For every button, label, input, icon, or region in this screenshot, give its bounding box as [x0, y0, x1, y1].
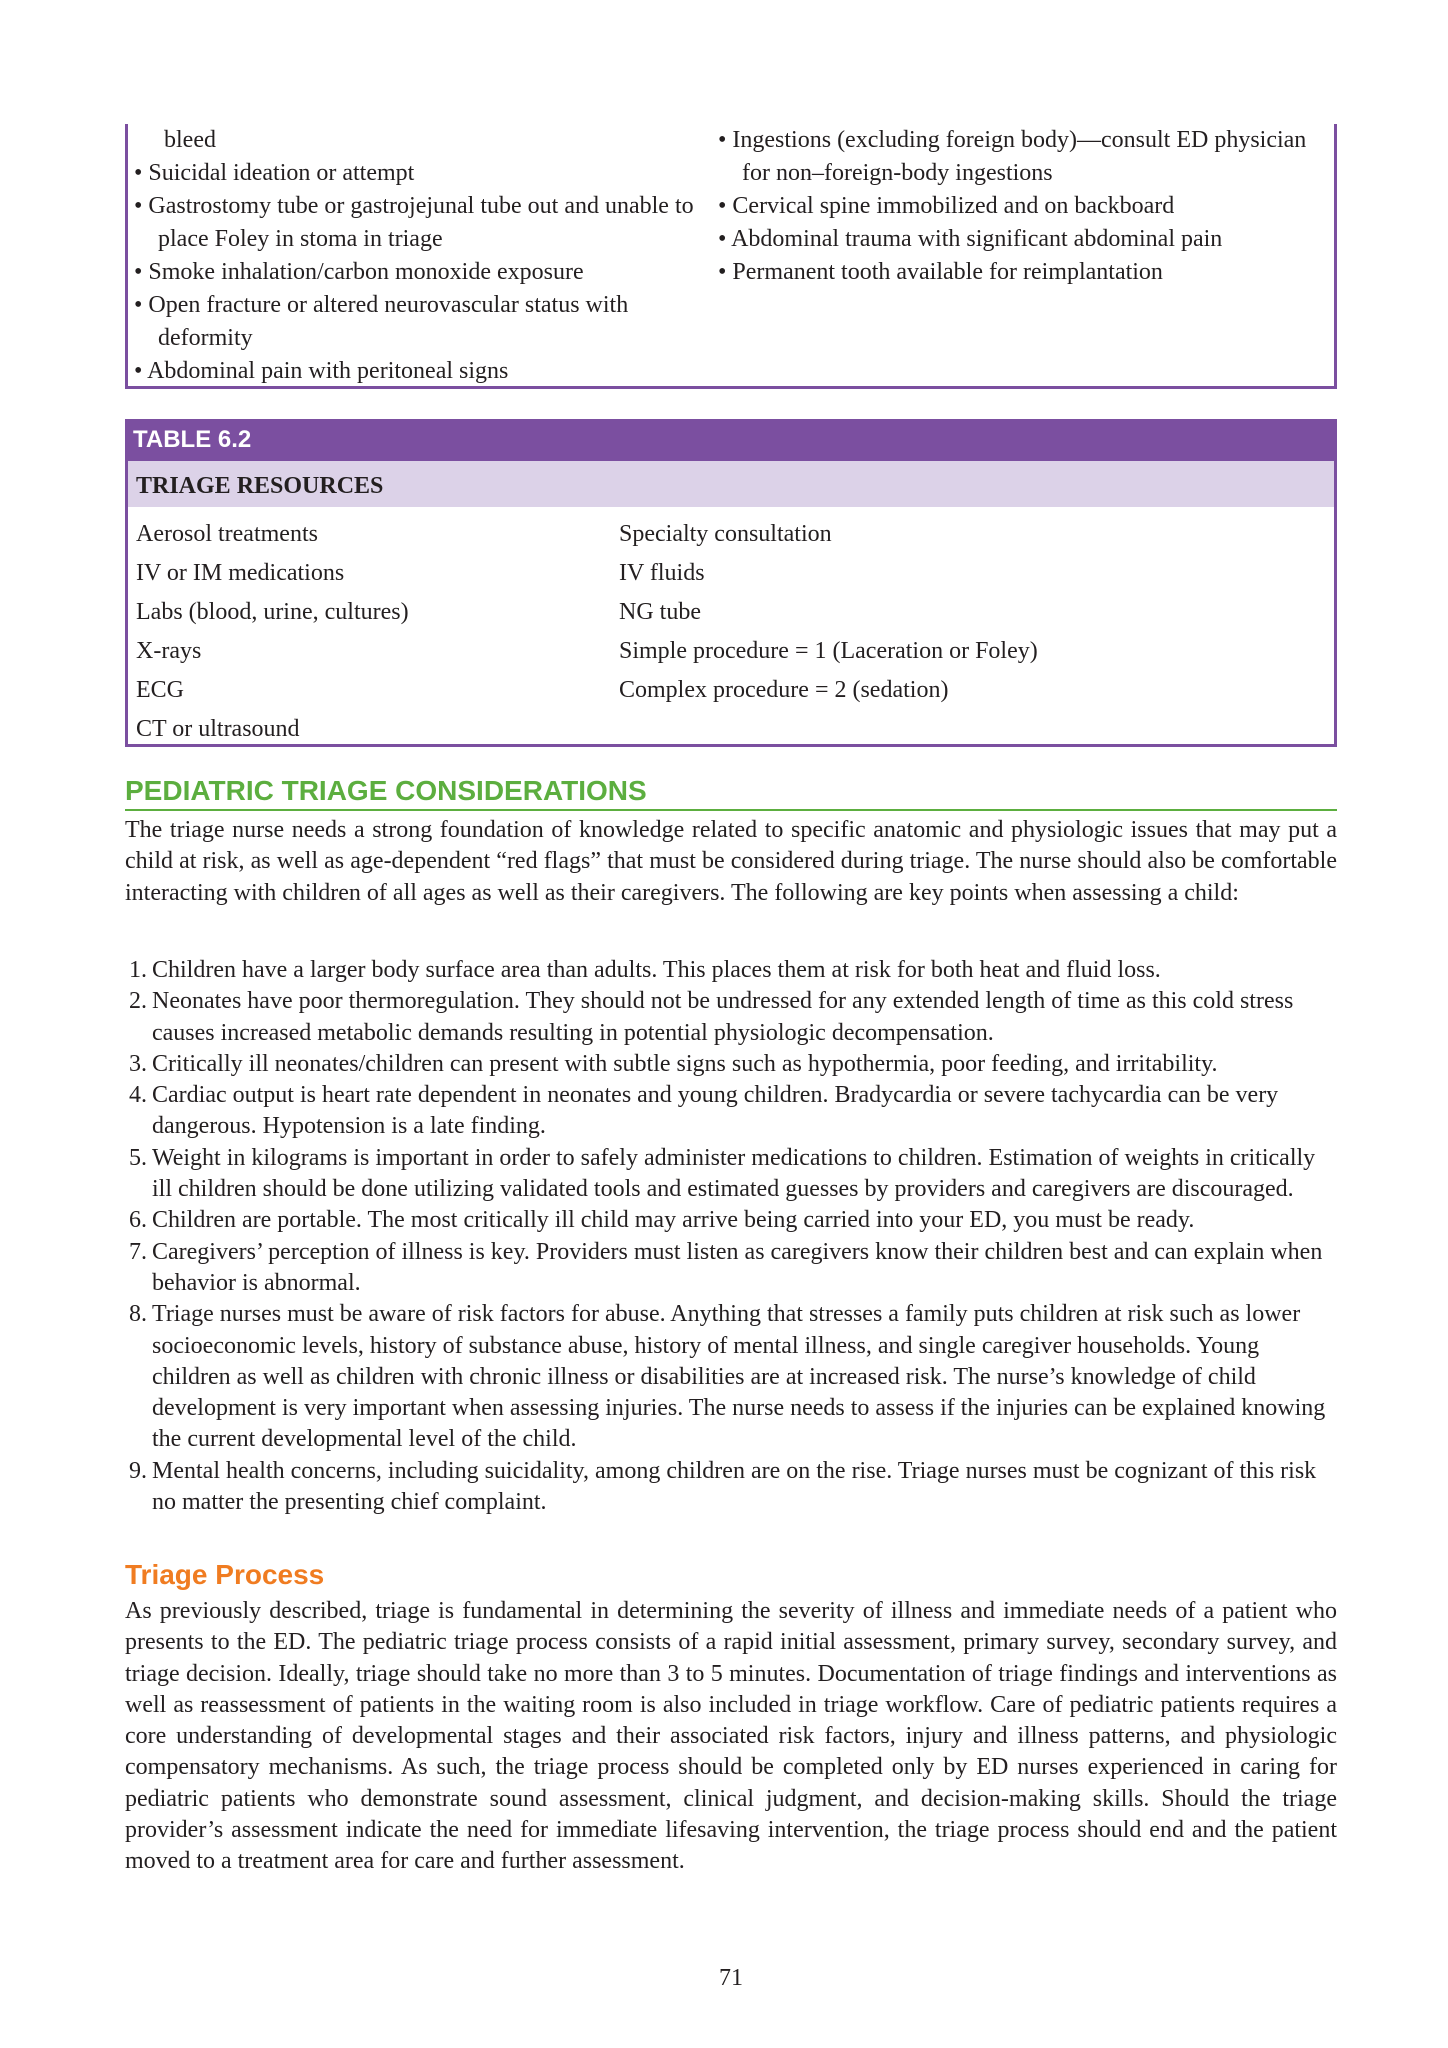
- list-item: [125, 1049, 1337, 1080]
- table-label: TABLE 6.2: [125, 419, 1337, 461]
- table-column-1: [136, 515, 606, 749]
- list-text: Neonates have poor thermoregulation. They should not be undressed for any extended length of time as this cold stress causes increased metabolic demands resulting in potential physiologic decompensation.: [152, 988, 1294, 1046]
- list-number: 6.: [129, 1207, 147, 1234]
- section-heading: PEDIATRIC TRIAGE CONSIDERATIONS: [125, 773, 1337, 811]
- section-intro: The triage nurse needs a strong foundation of knowledge related to specific anatomic and physiologic issues that may put a child at risk, as well as age-dependent “red flags” that must be considered during triage. The nurse should also be comfortable interacting with children of all ages as well as their caregivers. The following are key points when assessing a child:: [125, 817, 1337, 906]
- list-text: Weight in kilograms is important in order to safely administer medications to children. Estimation of weights in critically ill children should be done utilizing validated tools and estimated guesses by providers and caregivers are discouraged.: [152, 1144, 1316, 1203]
- subsection-body: As previously described, triage is fundamental in determining the severity of illness and immediate needs of a patient who presents to the ED. The pediatric triage process consists of a rapid initial assessment, primary survey, secondary survey, and triage decision. Ideally, triage should take no more than 3 to 5 minutes. Documentation of triage findings and interventions as well as reassessment of patients in the waiting room is also included in triage workflow. Care of pediatric patients requires a core understanding of developmental stages and their associated risk factors, injury and illness patterns, and physiologic compensatory mechanisms. As such, the triage process should be completed only by ED nurses experienced in caring for pediatric patients who demonstrate sound assessment, clinical judgment, and decision-making skills. Should the triage provider’s assessment indicate the need for immediate lifesaving intervention, the triage process should end and the patient moved to a treatment area for care and further assessment.: [125, 1598, 1337, 1875]
- criteria-item: • Gastrostomy tube or gastrojejunal tube out and unable to place Foley in stoma in triage: [134, 193, 694, 252]
- criteria-item: • Abdominal trauma with significant abdominal pain: [718, 226, 1223, 252]
- table-cell: Specialty consultation: [619, 521, 832, 547]
- list-text: Critically ill neonates/children can present with subtle signs such as hypothermia, poor feeding, and irritability.: [152, 1050, 1218, 1077]
- list-item: [125, 1205, 1337, 1236]
- table-column-2: [619, 515, 1319, 710]
- criteria-item: • Permanent tooth available for reimplantation: [718, 259, 1163, 285]
- list-text: Children have a larger body surface area than adults. This places them at risk for both heat and fluid loss.: [152, 957, 1161, 983]
- list-item: [125, 1456, 1337, 1519]
- criteria-item: • Ingestions (excluding foreign body)—consult ED physician for non–foreign-body ingestions: [718, 127, 1307, 186]
- list-text: Children are portable. The most critically ill child may arrive being carried into your ED, you must be ready.: [152, 1207, 1195, 1234]
- table-cell: Complex procedure = 2 (sedation): [619, 677, 949, 703]
- list-number: 3.: [129, 1050, 147, 1077]
- table-cell: Labs (blood, urine, cultures): [136, 599, 409, 625]
- triage-resources-table: [125, 507, 1337, 747]
- criteria-item: • Open fracture or altered neurovascular status with deformity: [134, 292, 629, 351]
- subsection-heading: Triage Process: [125, 1559, 325, 1590]
- list-text: Mental health concerns, including suicidality, among children are on the rise. Triage nurses must be cognizant of this risk no matter the presenting chief complaint.: [152, 1457, 1317, 1516]
- list-item: [125, 1237, 1337, 1300]
- criteria-item: • Cervical spine immobilized and on backboard: [718, 193, 1175, 219]
- list-number: 9.: [129, 1457, 147, 1484]
- table-cell: ECG: [136, 677, 184, 703]
- table-cell: IV or IM medications: [136, 560, 345, 586]
- list-item: [125, 1143, 1337, 1206]
- list-number: 2.: [129, 988, 147, 1015]
- table-cell: X-rays: [136, 638, 202, 664]
- criteria-item: • Suicidal ideation or attempt: [134, 160, 415, 186]
- list-text: Triage nurses must be aware of risk factors for abuse. Anything that stresses a family puts children at risk such as lower socioeconomic levels, history of substance abuse, history of mental illness, and single caregiver households. Young children as well as children with chronic illness or disabilities are at increased risk. The nurse’s knowledge of child development is very important when assessing injuries. The nurse needs to assess if the injuries can be explained knowing the current developmental level of the child.: [152, 1301, 1326, 1453]
- continued-criteria-box: [125, 124, 1337, 389]
- list-number: 4.: [129, 1082, 147, 1109]
- criteria-item: bleed: [164, 127, 216, 153]
- list-item: [125, 1299, 1337, 1455]
- list-item: [125, 955, 1337, 986]
- table-cell: Aerosol treatments: [136, 521, 318, 547]
- list-item: [125, 1080, 1337, 1143]
- criteria-column-left: [134, 124, 694, 388]
- criteria-item: • Smoke inhalation/carbon monoxide exposure: [134, 259, 584, 285]
- page-number: 71: [719, 1965, 743, 1991]
- list-item: [125, 986, 1337, 1049]
- table-cell: Simple procedure = 1 (Laceration or Foley): [619, 638, 1038, 664]
- list-text: Caregivers’ perception of illness is key. Providers must listen as caregivers know their children best and can explain when behavior is abnormal.: [152, 1238, 1323, 1296]
- table-title: TRIAGE RESOURCES: [125, 461, 1337, 507]
- criteria-item: • Abdominal pain with peritoneal signs: [134, 358, 509, 384]
- table-cell: CT or ultrasound: [136, 716, 300, 742]
- list-text: Cardiac output is heart rate dependent in neonates and young children. Bradycardia or severe tachycardia can be very dangerous. Hypotension is a late finding.: [152, 1082, 1279, 1140]
- list-number: 5.: [129, 1144, 147, 1171]
- criteria-column-right: [718, 124, 1318, 289]
- list-number: 1.: [129, 957, 147, 983]
- table-cell: NG tube: [619, 599, 701, 625]
- table-cell: IV fluids: [619, 560, 705, 586]
- key-points-list: [125, 955, 1337, 1518]
- list-number: 7.: [129, 1238, 147, 1265]
- list-number: 8.: [129, 1301, 147, 1328]
